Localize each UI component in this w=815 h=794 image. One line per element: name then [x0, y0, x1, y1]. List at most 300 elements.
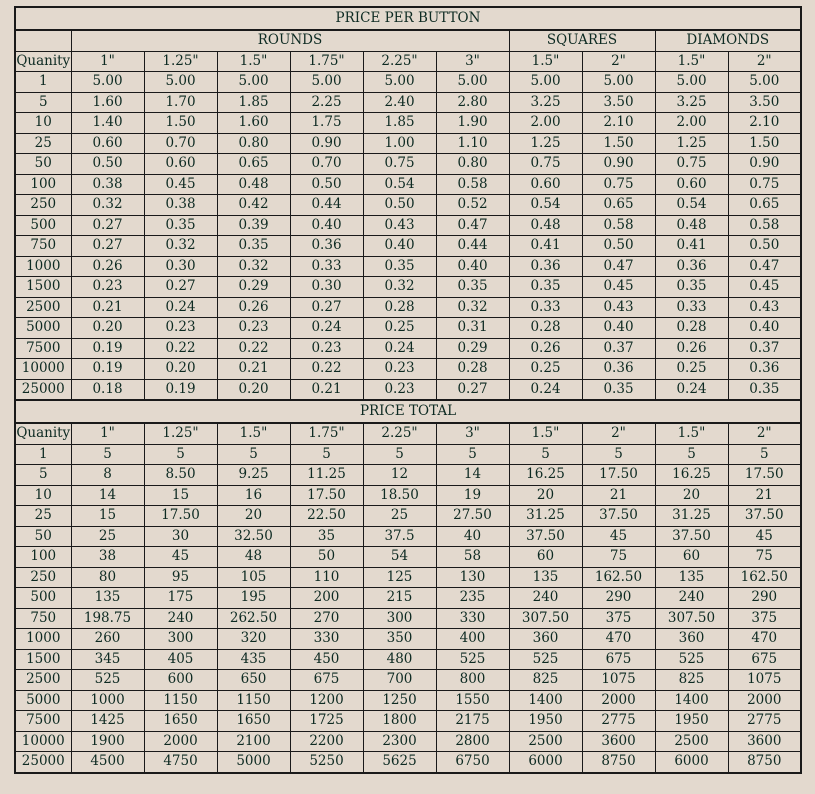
price-cell: 2000	[728, 690, 801, 711]
price-cell: 19	[436, 485, 509, 506]
price-cell: 0.90	[290, 133, 363, 154]
price-cell: 6750	[436, 752, 509, 773]
quantity-cell: 50	[15, 526, 71, 547]
price-cell: 235	[436, 588, 509, 609]
price-cell: 0.35	[144, 215, 217, 236]
price-cell: 3.25	[655, 92, 728, 113]
column-header: 2"	[728, 51, 801, 72]
price-cell: 825	[509, 670, 582, 691]
price-cell: 0.22	[144, 338, 217, 359]
price-cell: 0.38	[71, 174, 144, 195]
price-cell: 0.23	[363, 359, 436, 380]
price-cell: 525	[655, 649, 728, 670]
price-cell: 0.29	[436, 338, 509, 359]
price-cell: 17.50	[290, 485, 363, 506]
table-row	[15, 318, 801, 339]
table-row	[15, 629, 801, 650]
price-cell: 17.50	[728, 465, 801, 486]
price-cell: 290	[728, 588, 801, 609]
price-cell: 30	[144, 526, 217, 547]
price-cell: 1.00	[363, 133, 436, 154]
column-header: 1.5"	[217, 51, 290, 72]
price-cell: 260	[71, 629, 144, 650]
price-cell: 0.19	[144, 379, 217, 400]
quantity-cell: 100	[15, 547, 71, 568]
column-header: 1"	[71, 423, 144, 444]
price-cell: 2775	[728, 711, 801, 732]
price-cell: 470	[728, 629, 801, 650]
price-cell: 0.41	[655, 236, 728, 257]
section-title-row	[15, 7, 801, 30]
column-header: Quanity	[15, 423, 71, 444]
price-cell: 0.32	[436, 297, 509, 318]
price-cell: 0.27	[436, 379, 509, 400]
price-cell: 0.70	[144, 133, 217, 154]
price-cell: 5.00	[655, 72, 728, 93]
price-cell: 15	[71, 506, 144, 527]
price-cell: 80	[71, 567, 144, 588]
price-cell: 1.90	[436, 113, 509, 134]
price-cell: 3600	[582, 731, 655, 752]
price-cell: 1950	[509, 711, 582, 732]
price-cell: 2500	[509, 731, 582, 752]
price-cell: 75	[728, 547, 801, 568]
price-cell: 0.70	[290, 154, 363, 175]
table-row	[15, 72, 801, 93]
price-cell: 0.54	[655, 195, 728, 216]
price-cell: 1900	[71, 731, 144, 752]
price-cell: 307.50	[655, 608, 728, 629]
price-cell: 6000	[655, 752, 728, 773]
price-cell: 1725	[290, 711, 363, 732]
group-header-row	[15, 30, 801, 51]
price-cell: 330	[436, 608, 509, 629]
price-cell: 3.50	[728, 92, 801, 113]
price-cell: 48	[217, 547, 290, 568]
price-cell: 435	[217, 649, 290, 670]
price-cell: 1.60	[71, 92, 144, 113]
quantity-cell: 1	[15, 72, 71, 93]
price-cell: 300	[363, 608, 436, 629]
price-cell: 405	[144, 649, 217, 670]
quantity-cell: 7500	[15, 711, 71, 732]
column-header: 1.5"	[217, 423, 290, 444]
price-cell: 1200	[290, 690, 363, 711]
price-cell: 0.58	[728, 215, 801, 236]
price-cell: 8	[71, 465, 144, 486]
price-cell: 0.52	[436, 195, 509, 216]
table-row	[15, 608, 801, 629]
price-cell: 0.22	[290, 359, 363, 380]
price-cell: 0.27	[71, 215, 144, 236]
price-cell: 0.25	[655, 359, 728, 380]
price-cell: 31.25	[509, 506, 582, 527]
price-cell: 45	[728, 526, 801, 547]
table-row	[15, 567, 801, 588]
price-cell: 0.48	[655, 215, 728, 236]
quantity-cell: 1000	[15, 256, 71, 277]
section-title: PRICE PER BUTTON	[15, 7, 801, 30]
column-header: 2"	[582, 51, 655, 72]
quantity-cell: 500	[15, 588, 71, 609]
price-cell: 450	[290, 649, 363, 670]
price-cell: 0.20	[71, 318, 144, 339]
quantity-cell: 5000	[15, 690, 71, 711]
price-cell: 130	[436, 567, 509, 588]
price-cell: 37.50	[582, 506, 655, 527]
price-cell: 0.23	[363, 379, 436, 400]
price-cell: 0.42	[217, 195, 290, 216]
quantity-cell: 1500	[15, 649, 71, 670]
price-cell: 0.25	[363, 318, 436, 339]
price-cell: 215	[363, 588, 436, 609]
price-cell: 0.36	[290, 236, 363, 257]
price-cell: 0.24	[290, 318, 363, 339]
table-row	[15, 113, 801, 134]
quantity-cell: 750	[15, 608, 71, 629]
price-cell: 1650	[217, 711, 290, 732]
price-cell: 0.36	[655, 256, 728, 277]
table-row	[15, 670, 801, 691]
price-cell: 54	[363, 547, 436, 568]
price-cell: 0.40	[290, 215, 363, 236]
price-cell: 37.50	[728, 506, 801, 527]
price-cell: 0.31	[436, 318, 509, 339]
price-cell: 0.60	[144, 154, 217, 175]
price-cell: 0.39	[217, 215, 290, 236]
price-cell: 6000	[509, 752, 582, 773]
price-cell: 0.32	[217, 256, 290, 277]
price-cell: 0.32	[144, 236, 217, 257]
price-cell: 4500	[71, 752, 144, 773]
price-cell: 0.35	[509, 277, 582, 298]
price-cell: 0.27	[290, 297, 363, 318]
price-cell: 0.21	[290, 379, 363, 400]
price-cell: 162.50	[728, 567, 801, 588]
price-cell: 95	[144, 567, 217, 588]
price-cell: 1550	[436, 690, 509, 711]
price-cell: 0.41	[509, 236, 582, 257]
price-cell: 0.58	[582, 215, 655, 236]
price-cell: 0.20	[144, 359, 217, 380]
price-cell: 198.75	[71, 608, 144, 629]
price-cell: 20	[655, 485, 728, 506]
table-row	[15, 588, 801, 609]
price-cell: 3.50	[582, 92, 655, 113]
group-header: ROUNDS	[71, 30, 509, 51]
price-cell: 37.5	[363, 526, 436, 547]
price-cell: 31.25	[655, 506, 728, 527]
price-cell: 0.37	[582, 338, 655, 359]
price-cell: 14	[71, 485, 144, 506]
price-cell: 0.44	[290, 195, 363, 216]
price-cell: 45	[144, 547, 217, 568]
column-header: 1.5"	[509, 51, 582, 72]
price-cell: 5	[582, 444, 655, 465]
price-cell: 1.50	[582, 133, 655, 154]
price-cell: 0.40	[582, 318, 655, 339]
table-row	[15, 526, 801, 547]
price-cell: 270	[290, 608, 363, 629]
price-cell: 8750	[582, 752, 655, 773]
table-row	[15, 277, 801, 298]
price-cell: 2.00	[509, 113, 582, 134]
price-cell: 9.25	[217, 465, 290, 486]
price-cell: 0.30	[144, 256, 217, 277]
price-cell: 5	[290, 444, 363, 465]
price-cell: 5.00	[509, 72, 582, 93]
price-cell: 0.33	[655, 297, 728, 318]
price-cell: 0.54	[509, 195, 582, 216]
price-cell: 320	[217, 629, 290, 650]
price-cell: 675	[290, 670, 363, 691]
price-cell: 307.50	[509, 608, 582, 629]
price-cell: 8.50	[144, 465, 217, 486]
price-cell: 21	[582, 485, 655, 506]
price-cell: 0.40	[728, 318, 801, 339]
price-cell: 5	[728, 444, 801, 465]
price-cell: 5625	[363, 752, 436, 773]
price-cell: 0.24	[509, 379, 582, 400]
price-cell: 0.35	[728, 379, 801, 400]
price-cell: 0.24	[363, 338, 436, 359]
price-cell: 0.28	[436, 359, 509, 380]
price-cell: 2100	[217, 731, 290, 752]
price-cell: 0.25	[509, 359, 582, 380]
price-cell: 0.54	[363, 174, 436, 195]
price-cell: 1000	[71, 690, 144, 711]
price-cell: 125	[363, 567, 436, 588]
table-row	[15, 547, 801, 568]
price-cell: 5250	[290, 752, 363, 773]
column-header-row	[15, 51, 801, 72]
price-cell: 2500	[655, 731, 728, 752]
price-cell: 0.20	[217, 379, 290, 400]
price-cell: 0.19	[71, 359, 144, 380]
price-cell: 175	[144, 588, 217, 609]
price-cell: 5	[71, 444, 144, 465]
price-cell: 0.28	[655, 318, 728, 339]
price-cell: 1.50	[144, 113, 217, 134]
price-cell: 1.85	[217, 92, 290, 113]
price-cell: 1.50	[728, 133, 801, 154]
column-header: 3"	[436, 423, 509, 444]
price-cell: 0.90	[728, 154, 801, 175]
table-row	[15, 690, 801, 711]
price-cell: 16.25	[509, 465, 582, 486]
price-cell: 1.70	[144, 92, 217, 113]
price-cell: 5	[363, 444, 436, 465]
price-cell: 5	[655, 444, 728, 465]
quantity-cell: 10	[15, 485, 71, 506]
column-header: 1.5"	[655, 51, 728, 72]
price-cell: 375	[728, 608, 801, 629]
price-cell: 0.75	[728, 174, 801, 195]
price-cell: 14	[436, 465, 509, 486]
price-cell: 0.65	[728, 195, 801, 216]
price-cell: 2175	[436, 711, 509, 732]
price-cell: 0.47	[582, 256, 655, 277]
price-cell: 32.50	[217, 526, 290, 547]
price-cell: 0.24	[144, 297, 217, 318]
price-cell: 0.28	[509, 318, 582, 339]
quantity-cell: 25000	[15, 379, 71, 400]
price-cell: 5.00	[436, 72, 509, 93]
price-cell: 110	[290, 567, 363, 588]
price-cell: 2200	[290, 731, 363, 752]
price-cell: 0.43	[728, 297, 801, 318]
quantity-cell: 10000	[15, 731, 71, 752]
price-cell: 38	[71, 547, 144, 568]
price-cell: 8750	[728, 752, 801, 773]
price-cell: 0.23	[290, 338, 363, 359]
price-cell: 0.44	[436, 236, 509, 257]
price-cell: 0.36	[509, 256, 582, 277]
price-cell: 0.65	[217, 154, 290, 175]
table-row	[15, 338, 801, 359]
quantity-cell: 5	[15, 92, 71, 113]
price-cell: 0.22	[217, 338, 290, 359]
price-cell: 0.50	[728, 236, 801, 257]
price-cell: 0.32	[71, 195, 144, 216]
price-cell: 0.23	[71, 277, 144, 298]
price-cell: 37.50	[509, 526, 582, 547]
price-cell: 58	[436, 547, 509, 568]
price-cell: 5.00	[728, 72, 801, 93]
price-cell: 0.26	[71, 256, 144, 277]
price-cell: 17.50	[582, 465, 655, 486]
price-cell: 1400	[655, 690, 728, 711]
price-cell: 45	[582, 526, 655, 547]
price-table	[14, 6, 802, 774]
price-cell: 0.80	[217, 133, 290, 154]
quantity-cell: 50	[15, 154, 71, 175]
quantity-cell: 10	[15, 113, 71, 134]
price-cell: 15	[144, 485, 217, 506]
price-cell: 0.75	[582, 174, 655, 195]
price-cell: 0.35	[217, 236, 290, 257]
price-cell: 400	[436, 629, 509, 650]
section-title-row	[15, 400, 801, 423]
price-cell: 0.36	[582, 359, 655, 380]
price-cell: 360	[655, 629, 728, 650]
price-cell: 1.25	[509, 133, 582, 154]
price-cell: 262.50	[217, 608, 290, 629]
price-cell: 0.75	[655, 154, 728, 175]
quantity-cell: 1500	[15, 277, 71, 298]
price-cell: 40	[436, 526, 509, 547]
price-cell: 0.37	[728, 338, 801, 359]
price-cell: 5.00	[71, 72, 144, 93]
price-cell: 3.25	[509, 92, 582, 113]
price-cell: 4750	[144, 752, 217, 773]
column-header: 1.75"	[290, 51, 363, 72]
price-cell: 675	[728, 649, 801, 670]
price-cell: 0.48	[217, 174, 290, 195]
column-header-row	[15, 423, 801, 444]
price-cell: 17.50	[144, 506, 217, 527]
price-cell: 0.21	[71, 297, 144, 318]
table-row	[15, 465, 801, 486]
price-cell: 2800	[436, 731, 509, 752]
price-cell: 16	[217, 485, 290, 506]
price-cell: 0.23	[144, 318, 217, 339]
price-cell: 20	[509, 485, 582, 506]
price-cell: 5.00	[144, 72, 217, 93]
price-cell: 350	[363, 629, 436, 650]
table-row	[15, 379, 801, 400]
price-cell: 105	[217, 567, 290, 588]
quantity-cell: 500	[15, 215, 71, 236]
price-cell: 5	[509, 444, 582, 465]
column-header: 2.25"	[363, 51, 436, 72]
price-cell: 2000	[144, 731, 217, 752]
price-cell: 1150	[217, 690, 290, 711]
price-cell: 0.27	[144, 277, 217, 298]
price-cell: 800	[436, 670, 509, 691]
table-row	[15, 195, 801, 216]
price-cell: 1.40	[71, 113, 144, 134]
quantity-cell: 2500	[15, 670, 71, 691]
price-cell: 2.25	[290, 92, 363, 113]
price-cell: 21	[728, 485, 801, 506]
price-cell: 20	[217, 506, 290, 527]
price-cell: 0.80	[436, 154, 509, 175]
price-cell: 25	[363, 506, 436, 527]
price-cell: 0.33	[290, 256, 363, 277]
table-row	[15, 649, 801, 670]
price-cell: 0.47	[436, 215, 509, 236]
price-cell: 675	[582, 649, 655, 670]
table-row	[15, 711, 801, 732]
price-cell: 650	[217, 670, 290, 691]
table-row	[15, 215, 801, 236]
price-cell: 600	[144, 670, 217, 691]
price-cell: 0.26	[217, 297, 290, 318]
price-cell: 0.60	[655, 174, 728, 195]
column-header: Quanity	[15, 51, 71, 72]
column-header: 1.25"	[144, 51, 217, 72]
price-cell: 0.29	[217, 277, 290, 298]
price-cell: 1.85	[363, 113, 436, 134]
price-cell: 2.00	[655, 113, 728, 134]
price-cell: 1150	[144, 690, 217, 711]
price-cell: 2300	[363, 731, 436, 752]
column-header: 1.75"	[290, 423, 363, 444]
price-cell: 0.50	[582, 236, 655, 257]
group-header	[15, 30, 71, 51]
column-header: 1.5"	[655, 423, 728, 444]
price-cell: 60	[655, 547, 728, 568]
column-header: 2"	[582, 423, 655, 444]
price-cell: 5.00	[582, 72, 655, 93]
price-cell: 0.18	[71, 379, 144, 400]
price-cell: 700	[363, 670, 436, 691]
column-header: 1.5"	[509, 423, 582, 444]
price-cell: 0.50	[363, 195, 436, 216]
table-row	[15, 236, 801, 257]
price-cell: 135	[509, 567, 582, 588]
price-cell: 0.50	[71, 154, 144, 175]
column-header: 1"	[71, 51, 144, 72]
price-cell: 240	[655, 588, 728, 609]
price-cell: 195	[217, 588, 290, 609]
quantity-cell: 250	[15, 567, 71, 588]
price-cell: 825	[655, 670, 728, 691]
price-cell: 0.21	[217, 359, 290, 380]
table-row	[15, 154, 801, 175]
price-cell: 1400	[509, 690, 582, 711]
